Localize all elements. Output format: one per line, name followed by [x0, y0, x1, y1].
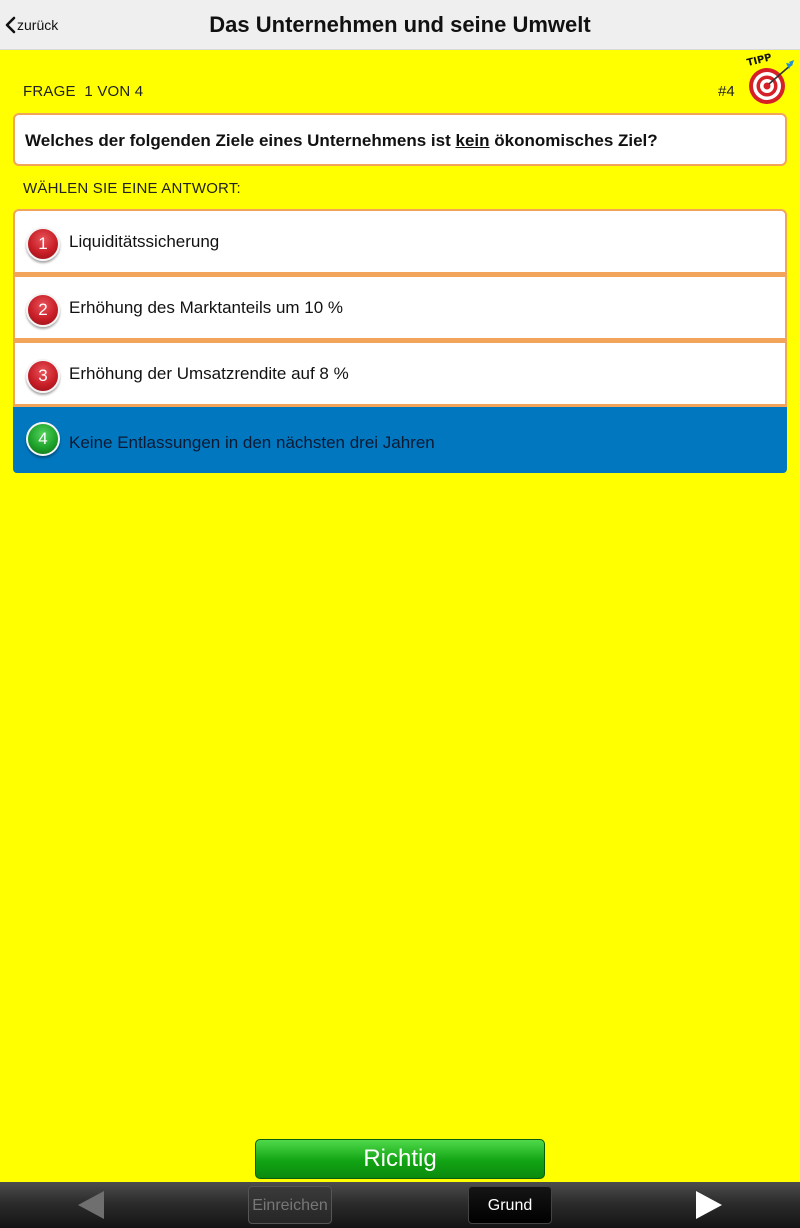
answer-number-badge: 2 [26, 293, 60, 327]
answer-text: Erhöhung der Umsatzrendite auf 8 % [69, 364, 349, 383]
answer-option-3[interactable] [13, 341, 787, 407]
result-button[interactable]: Richtig [255, 1139, 545, 1179]
reason-button[interactable]: Grund [468, 1186, 552, 1224]
triangle-right-icon[interactable] [694, 1190, 724, 1220]
answer-text: Erhöhung des Marktanteils um 10 % [69, 298, 344, 317]
bottom-toolbar [0, 1182, 800, 1228]
question-emphasis: kein [455, 131, 490, 150]
target-icon [742, 52, 796, 108]
triangle-left-icon[interactable] [76, 1190, 106, 1220]
submit-button[interactable]: Einreichen [248, 1186, 332, 1224]
answer-list [13, 209, 787, 473]
answer-text: Keine Entlassungen in den nächsten drei Jahren [69, 433, 435, 452]
question-number: #4 [718, 83, 735, 100]
title-bar [0, 0, 800, 50]
answer-number-badge: 4 [26, 422, 60, 456]
back-label: zurück [17, 17, 59, 33]
question-card [13, 113, 787, 166]
answer-option-1[interactable] [13, 209, 787, 275]
answer-number-badge: 1 [26, 227, 60, 261]
question-counter: FRAGE 1 VON 4 [23, 83, 144, 100]
answer-option-2[interactable] [13, 275, 787, 341]
page-title: Das Unternehmen und seine Umwelt [209, 12, 591, 37]
question-text: Welches der folgenden Ziele eines Unternehmens ist kein ökonomisches Ziel? [25, 131, 658, 150]
answer-instruction: WÄHLEN SIE EINE ANTWORT: [23, 180, 241, 197]
answer-option-4[interactable] [13, 407, 787, 473]
tipp-label: TIPP [745, 52, 773, 70]
answer-text: Liquiditätssicherung [69, 232, 220, 251]
tipp-button[interactable] [742, 52, 796, 108]
answer-number-badge: 3 [26, 359, 60, 393]
